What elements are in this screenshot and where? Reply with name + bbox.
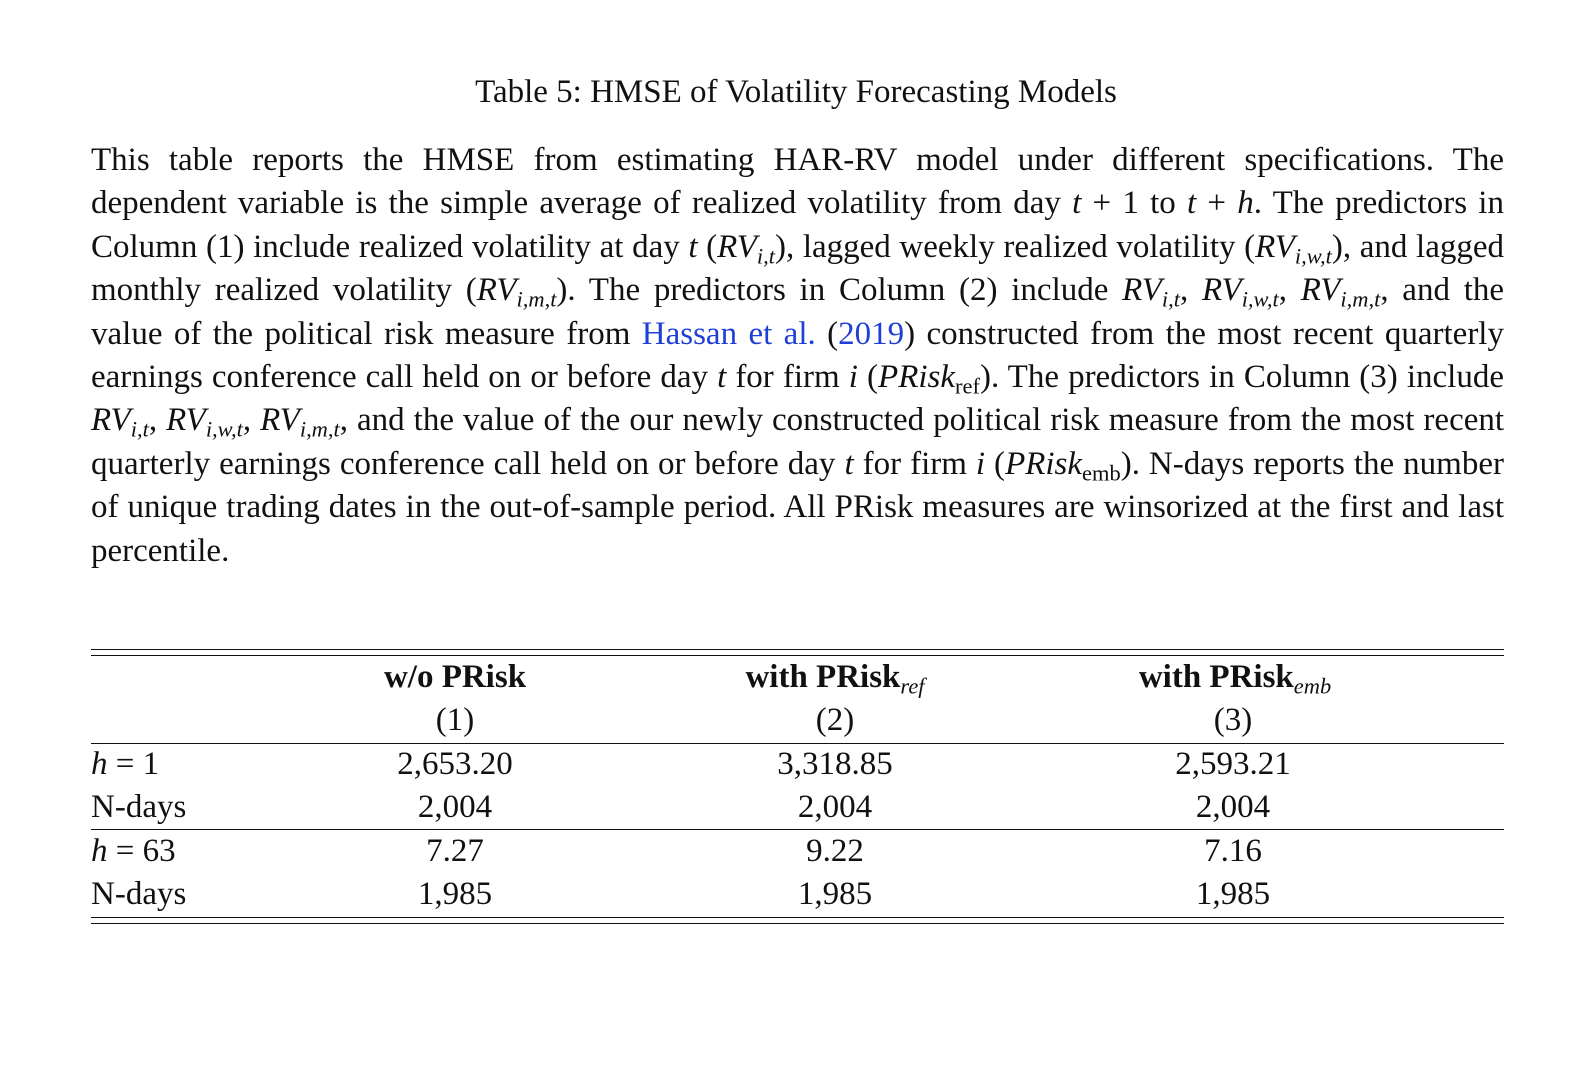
table-cell: 1,985 xyxy=(417,876,493,912)
column-number-1: (1) xyxy=(435,702,475,738)
table-cell: 9.22 xyxy=(806,833,864,869)
table-cell: 2,593.21 xyxy=(1175,746,1291,782)
table-top-rule-2 xyxy=(91,655,1504,656)
table-bottom-rule-2 xyxy=(91,923,1504,924)
row-label-ndays-2: N-days xyxy=(91,876,187,912)
table-cell: 2,004 xyxy=(1195,789,1271,825)
row-label-ndays-1: N-days xyxy=(91,789,187,825)
table-cell: 7.27 xyxy=(426,833,484,869)
column-header-3: with PRisk$_{emb}$ xyxy=(1138,659,1332,699)
table-cell: 2,004 xyxy=(797,789,873,825)
column-header-1: w/o PRisk xyxy=(383,659,527,695)
table-bottom-rule-1 xyxy=(91,917,1504,918)
table-cell: 1,985 xyxy=(1195,876,1271,912)
table-top-rule-1 xyxy=(91,649,1504,650)
table-cell: 3,318.85 xyxy=(777,746,893,782)
table-description: This table reports the HMSE from estimating HAR-RV model under different specifications. The dependent variable is the simple average of realized volatility from day t + 1 to t + h. The predictors in Column (1) include realized volatility at day t $(RV_{i,t})$, lagged weekly realized volatility $(RV_{i,w,t})$, and lagged monthly realized volatility $(RV_{i,m,t})$. The predictors in Column (2) include $RV_{i,t}$, $RV_{i,w,t}$, $RV_{i,m,t}$, and the value of the political risk measure from Hassan et al. (2019) constructed from the most recent quarterly earnings conference call held on or before day t for firm i (PRisk$_{ref}$). The predictors in Column (3) include $RV_{i,t}$, $RV_{i,w,t}$, $RV_{i,m,t}$, and the value of the our newly constructed political risk measure from the most recent quarterly earnings conference call held on or before day t for firm i (PRisk$_{emb}$). N-days reports the number of unique trading dates in the out-of-sample period. All PRisk measures are winsorized at the first and last percentile. xyxy=(91,142,1505,569)
table-cell: 2,653.20 xyxy=(397,746,513,782)
table-cell: 1,985 xyxy=(797,876,873,912)
column-number-2: (2) xyxy=(815,702,855,738)
row-label-h1: h = 1 xyxy=(91,746,160,782)
table-cell: 7.16 xyxy=(1204,833,1262,869)
table-cell: 2,004 xyxy=(417,789,493,825)
table-caption: Table 5: HMSE of Volatility Forecasting Models xyxy=(475,74,1117,110)
column-header-2: with PRisk$_{ref}$ xyxy=(745,659,925,699)
mid-rule xyxy=(91,829,1504,830)
row-label-h63: h = 63 xyxy=(91,833,176,869)
column-number-3: (3) xyxy=(1213,702,1253,738)
citation-link-year[interactable]: 2019 xyxy=(838,315,905,352)
citation-link-author[interactable]: Hassan et al. xyxy=(641,315,816,352)
